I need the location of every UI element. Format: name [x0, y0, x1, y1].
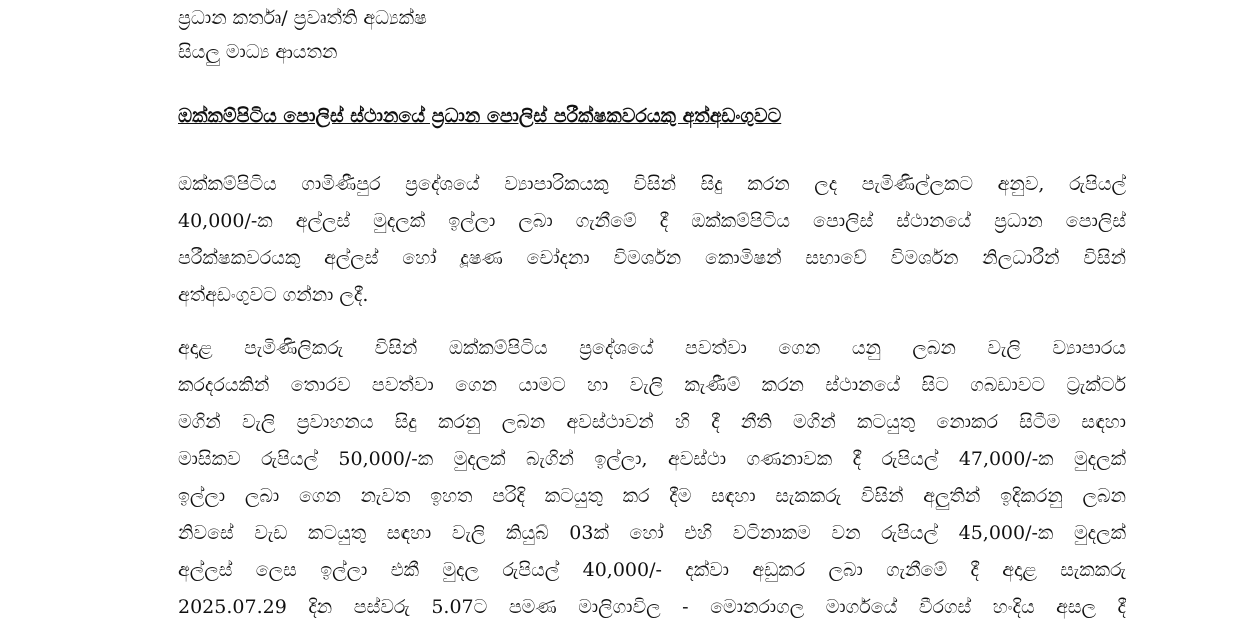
paragraph-1-line: අත්අඩංගුවට ගන්නා ලදී. — [178, 284, 369, 306]
paragraph-2-line: නිවසේ වැඩ කටයුතු සඳහා වැලි කියුබ් 03ක් හෝ එහි වටිනාකම වන රුපියල් 45,000/-ක මුදලක් — [178, 522, 1126, 544]
paragraph-1-line: 40,000/-ක අල්ලස් මුදලක් ඉල්ලා ලබා ගැනීමේ දී ඔක්කම්පිටිය පොලිස් ස්ථානයේ ප්‍රධාන පොලිස් — [178, 210, 1126, 232]
paragraph-2 — [178, 330, 1126, 626]
paragraph-2-line: මගින් වැලි ප්‍රවාහනය සිදු කරනු ලබන අවස්ථාවන් හි දී නීති මගින් කටයුතු නොකර සිටීම සඳහා — [178, 411, 1126, 433]
paragraph-1 — [178, 166, 1126, 314]
paragraph-1-line: ඔක්කම්පිටිය ගාමිණීපුර ප්‍රදේශයේ ව්‍යාපාරිකයකු විසින් සිදු කරන ලද පැමිණිල්ලකට අනුව, රුපියල් — [178, 173, 1126, 195]
recipient-line-2: සියලු මාධ්‍ය ආයතන — [178, 41, 338, 63]
recipient-line-1: ප්‍රධාන කර්තෘ/ ප්‍රවෘත්ති අධ්‍යක්ෂ — [178, 7, 427, 29]
paragraph-2-line: ඉල්ලා ලබා ගෙන නැවත ඉහත පරිදි කටයුතු කර දීම සඳහා සැකකරු විසින් අලුතින් ඉදිකරනු ලබන — [178, 485, 1126, 507]
paragraph-2-line: අල්ලස් ලෙස ඉල්ලා එකී මුදල රුපියල් 40,000/- දක්වා අඩුකර ලබා ගැනීමේ දී අදාළ සැකකරු — [178, 559, 1126, 581]
paragraph-2-line: අදාළ පැමිණිලිකරු විසින් ඔක්කම්පිටිය ප්‍රදේශයේ පවත්වා ගෙන යනු ලබන වැලි ව්‍යාපාරය — [178, 337, 1126, 359]
paragraph-2-line: 2025.07.29 දින පස්වරු 5.07ට පමණ මාලිගාවිල - මොනරාගල මාර්ගයේ වීරගස් හංදිය අසල දී — [178, 596, 1126, 618]
paragraph-2-line: කරදරයකින් තොරව පවත්වා ගෙන යාමට හා වැලි කැණීම් කරන ස්ථානයේ සිට ගබඩාවට ට්‍රැක්ටර් — [178, 374, 1126, 396]
press-release-title: ඔක්කම්පිටිය පොලිස් ස්ථානයේ ප්‍රධාන පොලිස් පරීක්ෂකවරයකු අත්අඩංගුවට — [178, 105, 782, 127]
paragraph-2-line: මාසිකව රුපියල් 50,000/-ක මුදලක් බැගින් ඉල්ලා, අවස්ථා ගණනාවක දී රුපියල් 47,000/-ක මුදලක් — [178, 448, 1126, 470]
paragraph-1-line: පරීක්ෂකවරයකු අල්ලස් හෝ දූෂණ චෝදනා විමර්ශන කොමිෂන් සභාවේ විමර්ශන නිලධාරීන් විසින් — [178, 247, 1126, 269]
